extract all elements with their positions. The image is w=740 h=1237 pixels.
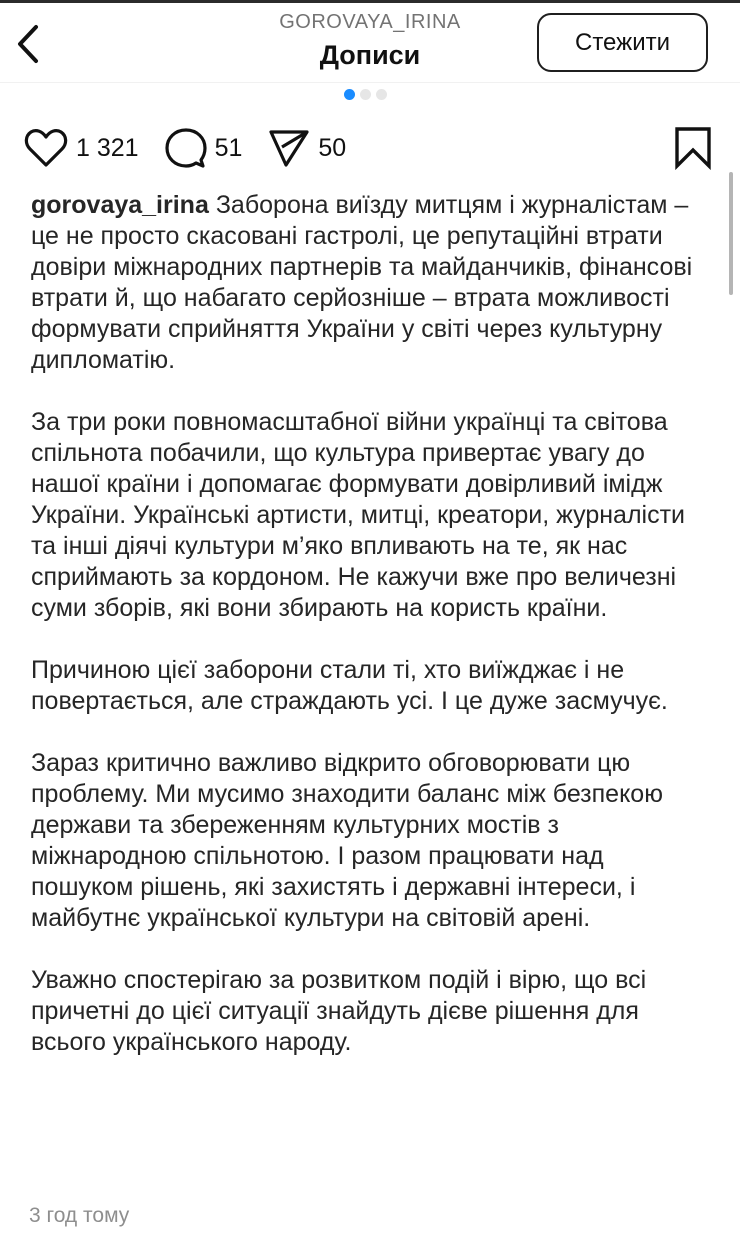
carousel-dot [360, 89, 371, 100]
caption-paragraph: Зараз критично важливо відкрито обговорювати цю проблему. Ми мусимо знаходити баланс між безпекою держави та збереженням культурних мостів з міжнародною спільнотою. І разом працювати над пошуком рішень, які захистять і державні інтереси, і майбутнє української культури на світовій арені. [31, 749, 663, 932]
likes-count: 1 321 [76, 133, 139, 162]
share-button[interactable] [268, 128, 346, 168]
caption-paragraph [31, 190, 711, 376]
shares-count: 50 [318, 133, 347, 162]
carousel-indicator [344, 89, 387, 100]
follow-button[interactable]: Стежити [537, 13, 708, 72]
caption-paragraph: Причиною цієї заборони стали ті, хто виїжджає і не повертається, але страждають усі. І це дуже засмучує. [31, 656, 668, 715]
caption-username[interactable]: gorovaya_irina [31, 191, 209, 219]
scrollbar[interactable] [729, 172, 733, 295]
comment-button[interactable] [165, 127, 243, 169]
post-timestamp: 3 год тому [29, 1204, 130, 1227]
caption-paragraph: За три роки повномасштабної війни українці та світова спільнота побачили, що культура привертає увагу до нашої країни і допомагає формувати довірливий імідж України. Українські артисти, митці, креатори, журналісти та інші діячі культури м’яко впливають на те, як нас сприймають за кордоном. Не кажучи вже про величезні суми зборів, які вони збирають на користь країни. [31, 408, 686, 622]
comments-count: 51 [214, 133, 243, 162]
page-title: Дописи [319, 40, 421, 70]
caption-paragraph: Уважно спостерігаю за розвитком подій і вірю, що всі причетні до цієї ситуації знайдуть дієве рішення для всього українського народу. [31, 966, 647, 1056]
post-caption [31, 190, 711, 1089]
carousel-dot-active [344, 89, 355, 100]
paper-plane-icon [268, 128, 310, 168]
back-button[interactable] [12, 17, 46, 67]
heart-icon [24, 128, 68, 168]
bookmark-icon [674, 126, 712, 170]
post-actions [24, 126, 372, 170]
header-bar [0, 3, 740, 83]
chevron-left-icon [12, 17, 46, 67]
caption-text: Заборона виїзду митцям і журналістам – це не просто скасовані гастролі, це репутаційні втрати довіри міжнародних партнерів та майданчиків, фінансові втрати й, що набагато серйозніше – втрата можливості формувати сприйняття України у світі через культурну дипломатію. [31, 191, 693, 374]
like-button[interactable] [24, 128, 139, 168]
save-button[interactable] [674, 126, 712, 170]
comment-bubble-icon [165, 127, 207, 169]
account-name: GOROVAYA_IRINA [279, 11, 461, 33]
carousel-dot [376, 89, 387, 100]
